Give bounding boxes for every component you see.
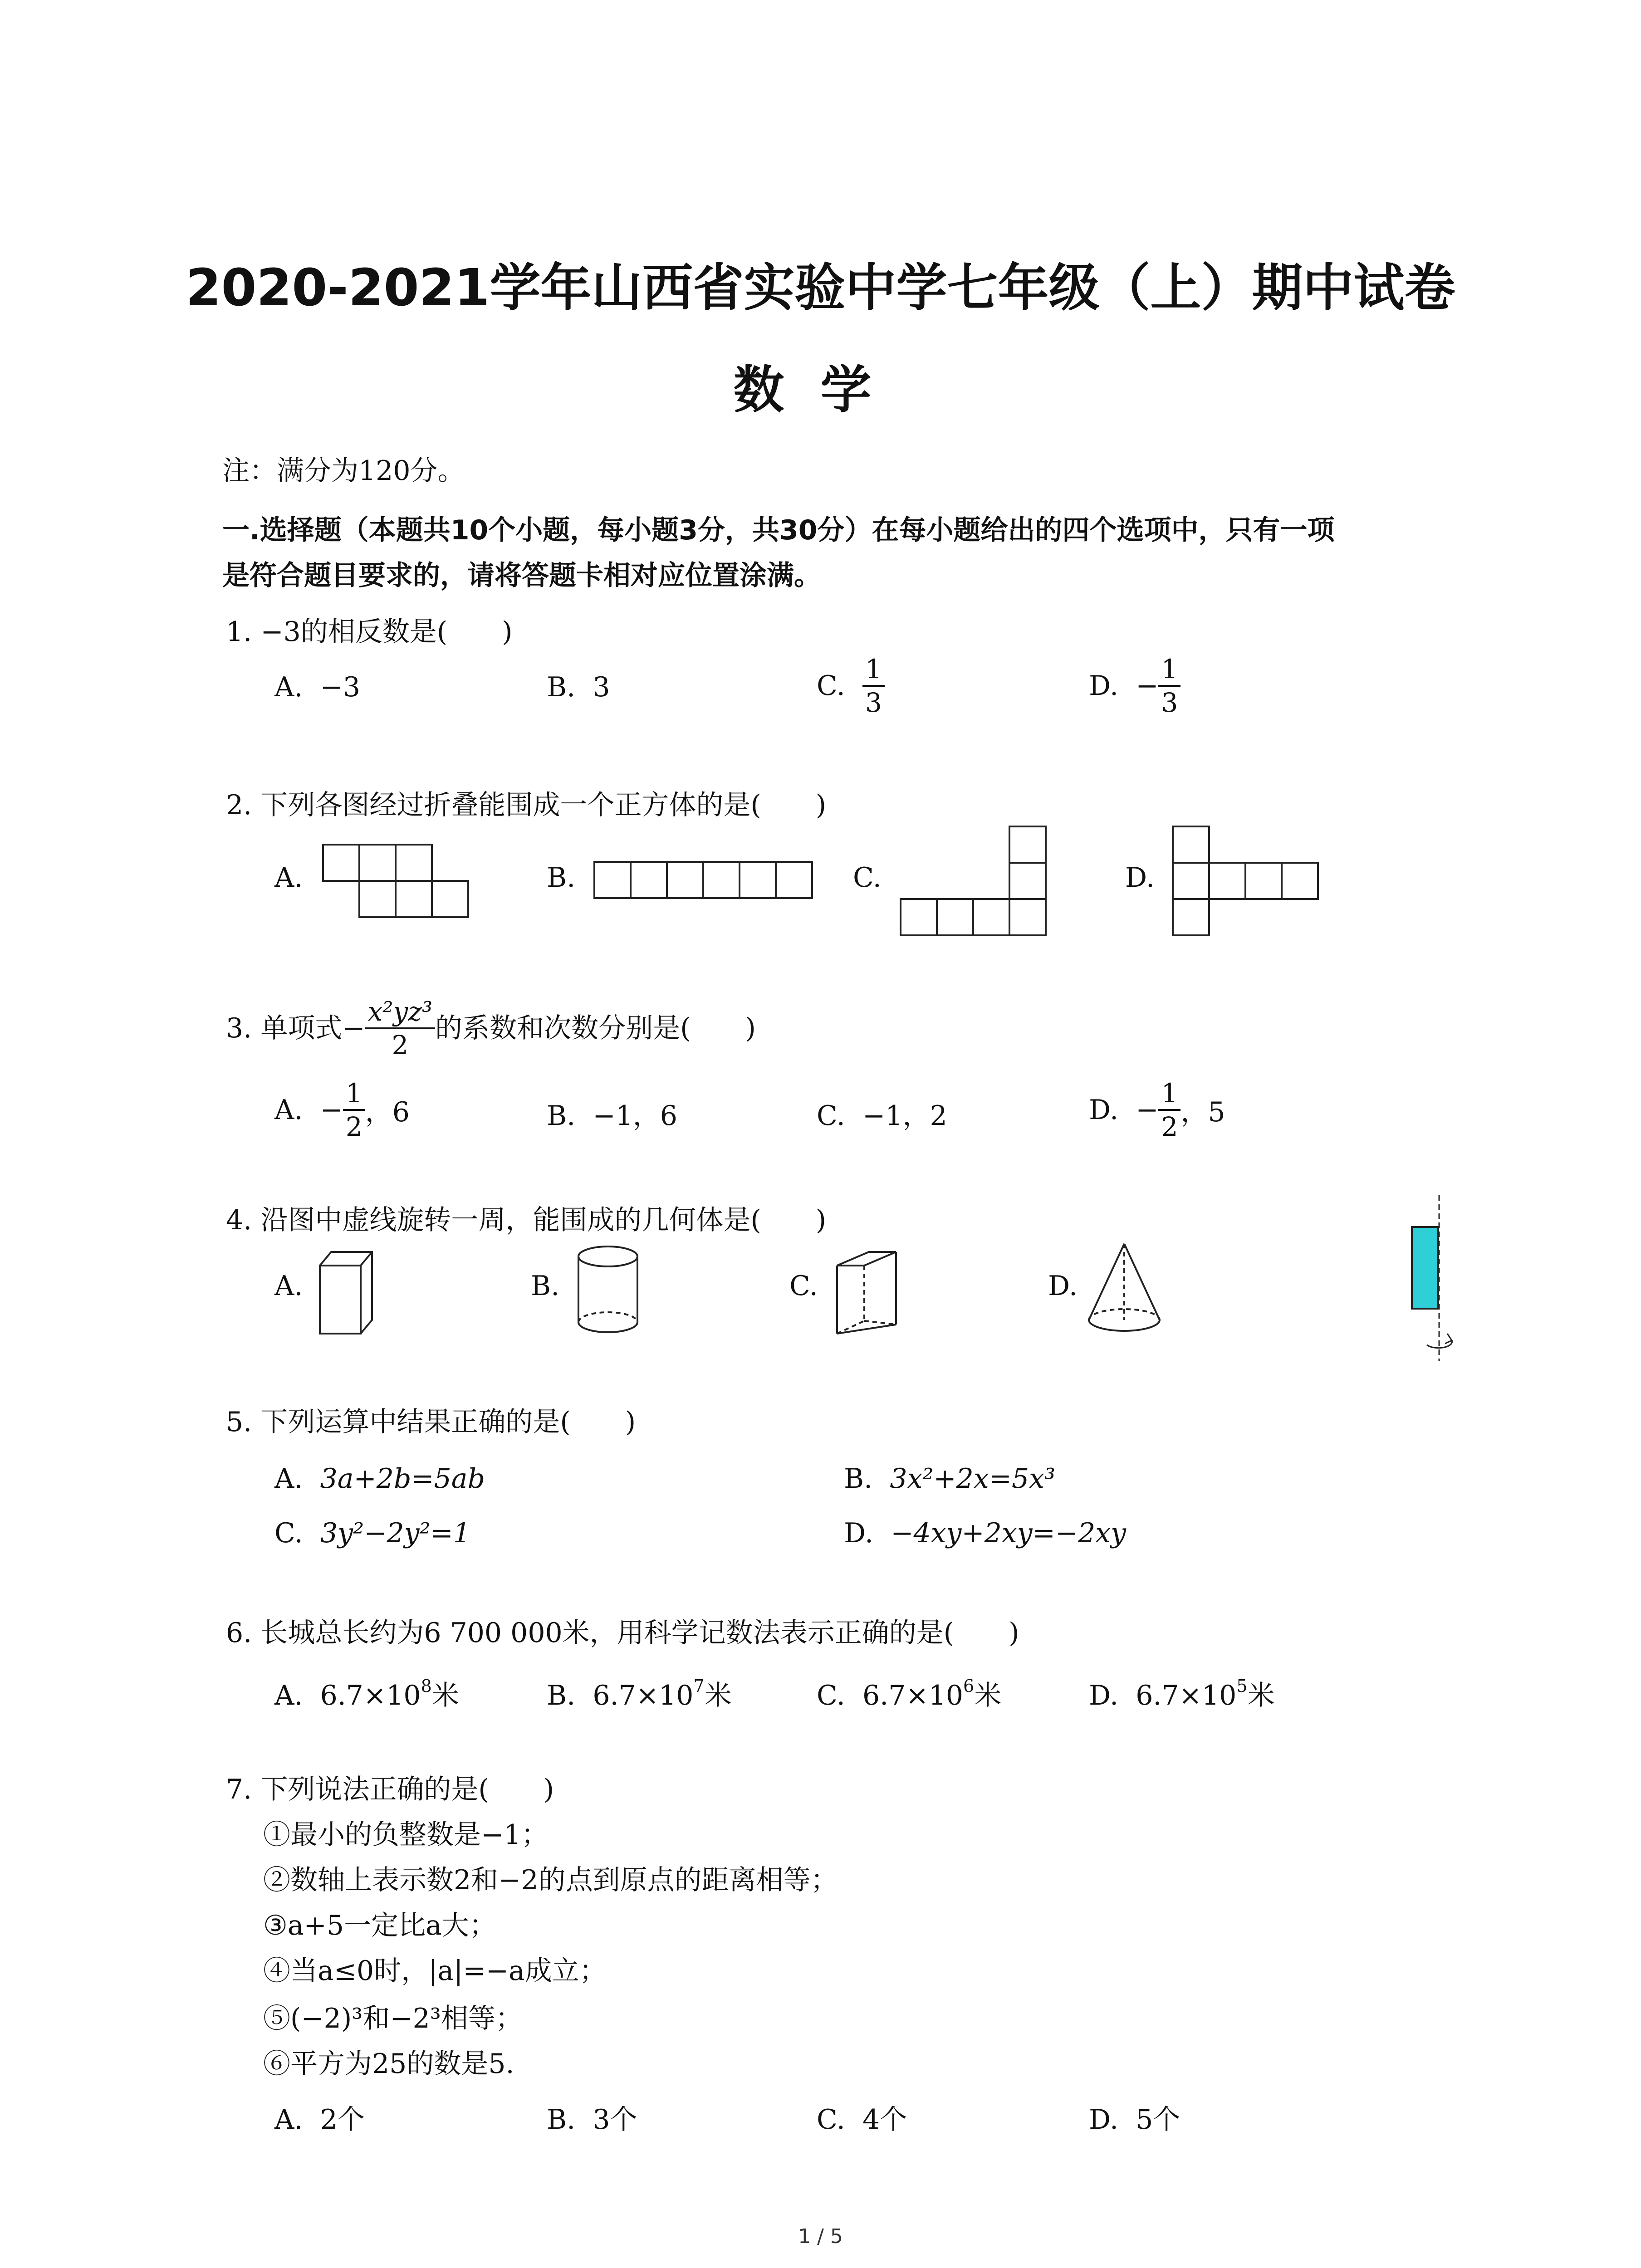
triangular-prism-icon — [837, 1252, 896, 1334]
q6-option-c[interactable]: C. $6.7\times 10^6$米 — [817, 1676, 1002, 1711]
question-5-stem: 5. 下列运算中结果正确的是( ) — [226, 1406, 636, 1438]
q7-statement-5: ⑤(−2)³和−2³相等； — [263, 2003, 523, 2034]
fraction: $\frac{1}{3}$ — [862, 653, 885, 719]
q3-option-d[interactable]: D. − $\frac{1}{2}$ ，5 — [1089, 1078, 1225, 1142]
q6-option-a[interactable]: A. $6.7\times 10^8$米 — [274, 1676, 459, 1711]
subject-title: 数学 — [733, 361, 908, 420]
exam-title: 2020-2021学年山西省实验中学七年级（上）期中试卷 — [186, 259, 1455, 318]
question-2-stem: 2. 下列各图经过折叠能围成一个正方体的是( ) — [226, 789, 827, 821]
fraction: $\frac{\text{x²yz³}}{2}$ — [365, 996, 436, 1061]
q7-option-a[interactable]: A. 2个 — [274, 2104, 365, 2136]
question-6-stem: 6. 长城总长约为6 700 000米，用科学记数法表示正确的是( ) — [226, 1617, 1019, 1649]
page-number: 1 / 5 — [798, 2225, 843, 2248]
question-1-stem: 1. −3的相反数是( ) — [226, 616, 513, 648]
rotation-axis-figure — [1412, 1195, 1452, 1361]
q7-option-d[interactable]: D. 5个 — [1089, 2104, 1181, 2136]
q7-statement-3: ③a+5一定比a大； — [263, 1910, 496, 1941]
q3-option-a[interactable]: A. − $\frac{1}{2}$ ，6 — [274, 1078, 410, 1142]
q2-option-b-label[interactable]: B. — [547, 862, 576, 894]
q5-option-c[interactable]: C. 3y²−2y²=1 — [274, 1517, 470, 1549]
question-4-stem: 4. 沿图中虚线旋转一周，能围成的几何体是( ) — [226, 1204, 827, 1236]
q4-option-c-label[interactable]: C. — [789, 1270, 818, 1302]
q5-option-a[interactable]: A. 3a+2b=5ab — [274, 1463, 485, 1495]
q7-statement-6: ⑥平方为25的数是5. — [263, 2048, 514, 2080]
q7-statement-1: ①最小的负整数是−1； — [263, 1819, 549, 1851]
fraction: $\frac{1}{2}$ — [343, 1077, 365, 1143]
score-note: 注：满分为120分。 — [222, 455, 465, 487]
q5-option-b[interactable]: B. 3x²+2x=5x³ — [844, 1463, 1056, 1495]
section-instruction-line2: 是符合题目要求的，请将答题卡相对应位置涂满。 — [222, 560, 821, 591]
cone-icon — [1089, 1244, 1160, 1331]
q6-option-b[interactable]: B. $6.7\times 10^7$米 — [547, 1676, 732, 1711]
q2-option-d-label[interactable]: D. — [1125, 862, 1155, 894]
q7-statement-4: ④当a≤0时，|a|=−a成立； — [263, 1955, 607, 1987]
q2-option-a-label[interactable]: A. — [274, 862, 303, 894]
fraction: $\frac{1}{2}$ — [1158, 1077, 1181, 1143]
q4-option-a-label[interactable]: A. — [274, 1270, 303, 1302]
q7-option-c[interactable]: C. 4个 — [817, 2104, 907, 2136]
fraction: $\frac{1}{3}$ — [1158, 653, 1181, 719]
q5-option-d[interactable]: D. −4xy+2xy=−2xy — [844, 1517, 1127, 1549]
q4-option-b-label[interactable]: B. — [531, 1270, 560, 1302]
q1-option-b[interactable]: B. 3 — [547, 671, 610, 703]
q7-option-b[interactable]: B. 3个 — [547, 2104, 637, 2136]
q6-option-d[interactable]: D. $6.7\times 10^5$米 — [1089, 1676, 1275, 1711]
q7-statement-2: ②数轴上表示数2和−2的点到原点的距离相等； — [263, 1864, 838, 1896]
section-instruction-line1: 一.选择题（本题共10个小题，每小题3分，共30分）在每小题给出的四个选项中，只有一项 — [222, 514, 1335, 546]
q3-option-c[interactable]: C. −1，2 — [817, 1100, 947, 1132]
question-7-stem: 7. 下列说法正确的是( ) — [226, 1774, 554, 1805]
question-3-stem: 3. 单项式− $\frac{\text{x²yz³}}{2}$ 的系数和次数分别是( ) — [226, 996, 756, 1061]
q1-option-a[interactable]: A. −3 — [274, 671, 361, 703]
cylinder-icon — [578, 1246, 637, 1332]
q3-option-b[interactable]: B. −1，6 — [547, 1100, 677, 1132]
q1-option-c[interactable]: C. $\frac{1}{3}$ — [817, 653, 885, 719]
cuboid-icon — [320, 1252, 372, 1334]
q4-option-d-label[interactable]: D. — [1048, 1270, 1078, 1302]
q2-option-c-label[interactable]: C. — [853, 862, 882, 894]
q1-option-d[interactable]: D. − $\frac{1}{3}$ — [1089, 653, 1181, 719]
